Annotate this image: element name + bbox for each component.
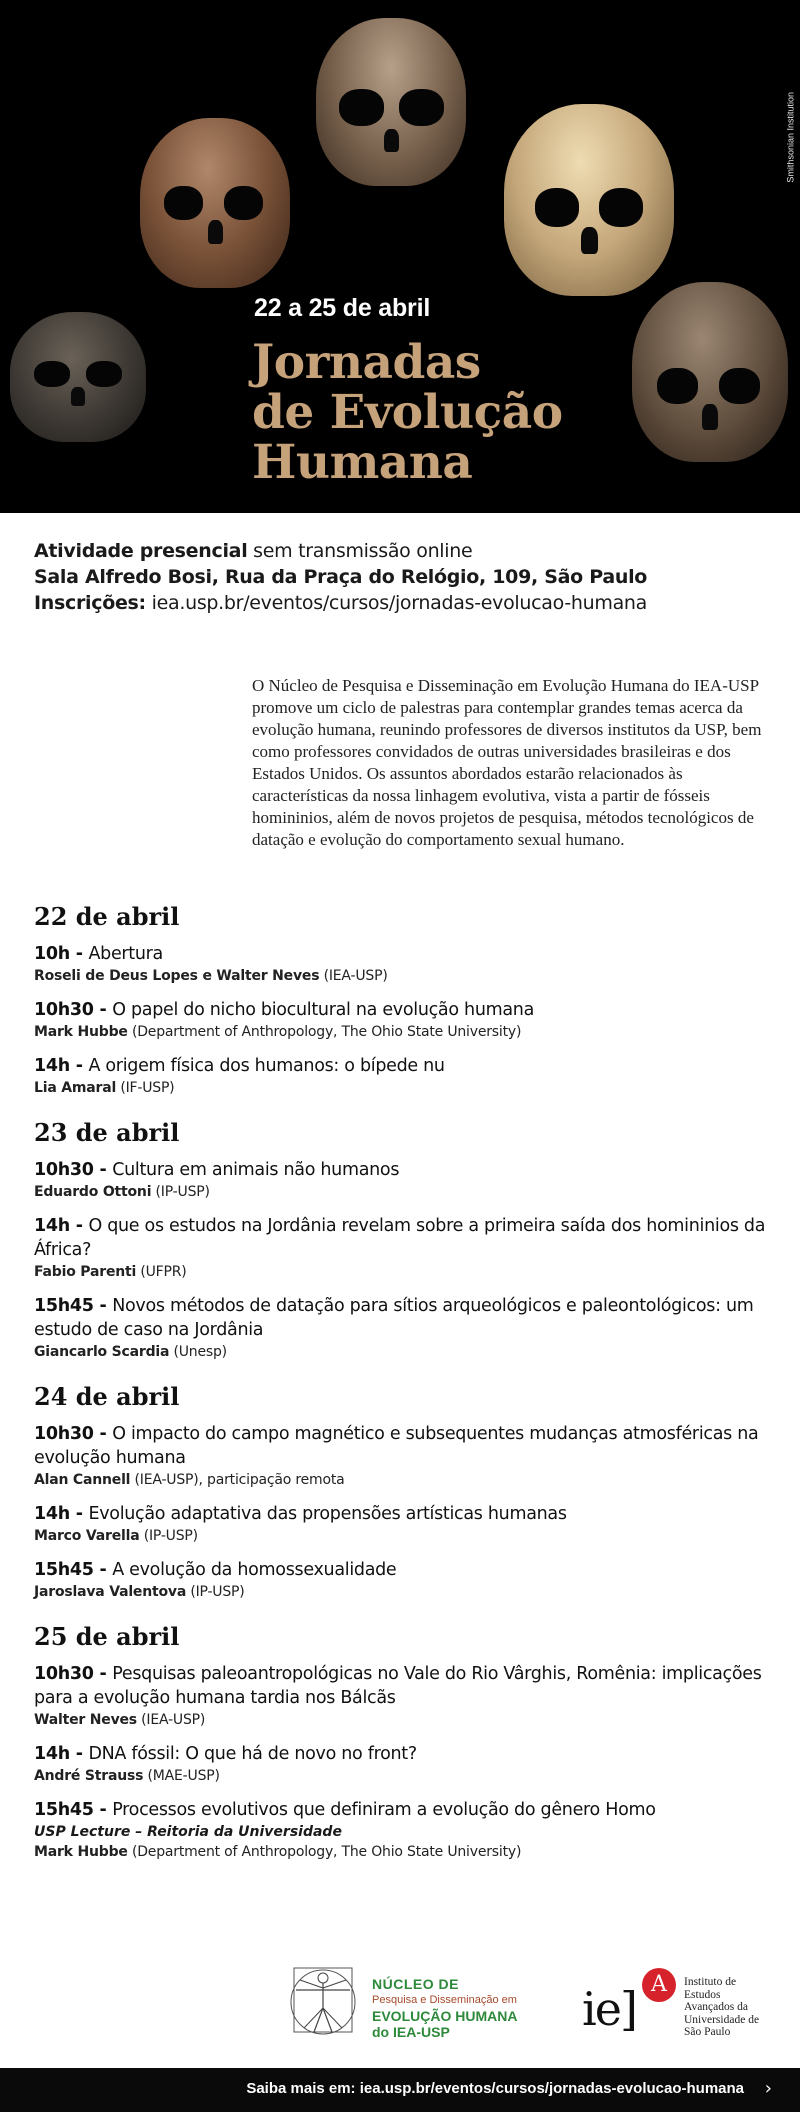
talk-time: 10h30 - (34, 1160, 113, 1180)
event-dates: 22 a 25 de abril (254, 294, 431, 322)
hero-banner (0, 0, 800, 513)
registration-label: Inscrições: (34, 592, 146, 614)
footer-label: Saiba mais em: (246, 2080, 356, 2097)
event-title (252, 335, 563, 490)
speaker-affiliation: (IP-USP) (139, 1528, 198, 1544)
day-title: 23 de abril (34, 1118, 180, 1147)
day-section (34, 1118, 774, 1362)
speaker-name: Lia Amaral (34, 1080, 117, 1096)
talk-title-text: A evolução da homossexualidade (112, 1560, 397, 1580)
talk-speaker (34, 1526, 774, 1546)
talk-speaker (34, 1842, 774, 1862)
iea-logo-text: Instituto de Estudos Avançados da Universidade de São Paulo (684, 1976, 760, 2038)
modality-label: Atividade presencial (34, 540, 248, 562)
speaker-name: Giancarlo Scardia (34, 1344, 170, 1360)
talk-title (34, 1158, 774, 1182)
day-section (34, 1622, 774, 1862)
speaker-name: Mark Hubbe (34, 1024, 128, 1040)
day-title: 25 de abril (34, 1622, 180, 1651)
iea-logo-mark: ie] (582, 1982, 636, 2036)
registration-link[interactable]: iea.usp.br/eventos/cursos/jornadas-evolucao-humana (151, 592, 648, 614)
talk-speaker (34, 1022, 774, 1042)
talk-title-text: Evolução adaptativa das propensões artísticas humanas (88, 1504, 567, 1524)
talk-subtitle: USP Lecture – Reitoria da Universidade (34, 1824, 342, 1840)
talk-title (34, 1502, 774, 1526)
intro-paragraph: O Núcleo de Pesquisa e Disseminação em Evolução Humana do IEA-USP promove um ciclo de palestras para contemplar grandes temas acerca da evolução humana, reunindo professores de diversos institutos da USP, bem como professores convidados de outras universidades brasileiras e dos Estados Unidos. Os assuntos abordados estarão relacionados às características da nossa linhagem evolutiva, vista a partir de fósseis homininios, além de novos projetos de pesquisa, métodos tecnológicos de datação e evolução do comportamento sexual humano. (252, 676, 762, 849)
talk-title (34, 1054, 774, 1078)
talk-time: 15h45 - (34, 1296, 113, 1316)
talk-item (34, 998, 774, 1042)
speaker-name: Walter Neves (34, 1712, 137, 1728)
talk-speaker (34, 1470, 774, 1490)
modality-detail: sem transmissão online (253, 540, 473, 562)
speaker-name: Fabio Parenti (34, 1264, 137, 1280)
talk-title (34, 1798, 774, 1822)
footer-url[interactable]: iea.usp.br/eventos/cursos/jornadas-evolucao-humana (359, 2080, 744, 2097)
talk-item (34, 1502, 774, 1546)
talk-title (34, 1558, 774, 1582)
talk-item (34, 942, 774, 986)
venue-line (34, 564, 647, 590)
talk-item (34, 1742, 774, 1786)
speaker-affiliation: (Department of Anthropology, The Ohio State University) (127, 1844, 522, 1860)
talk-speaker (34, 1710, 774, 1730)
speaker-affiliation: (MAE-USP) (143, 1768, 220, 1784)
talk-time: 15h45 - (34, 1800, 113, 1820)
speaker-name: Marco Varella (34, 1528, 140, 1544)
talk-speaker (34, 1262, 774, 1282)
speaker-name: Roseli de Deus Lopes e Walter Neves (34, 968, 320, 984)
talk-item (34, 1054, 774, 1098)
venue-text: Sala Alfredo Bosi, Rua da Praça do Relógio, 109, São Paulo (34, 566, 648, 588)
day-title: 24 de abril (34, 1382, 180, 1411)
footer-bar[interactable] (0, 2068, 800, 2112)
footer-link[interactable] (246, 2080, 744, 2097)
talk-speaker (34, 1342, 774, 1362)
talk-title (34, 1742, 774, 1766)
speaker-affiliation: (IEA-USP), participação remota (130, 1472, 345, 1488)
nucleo-logo (288, 1962, 548, 2042)
speaker-affiliation: (IEA-USP) (319, 968, 388, 984)
talk-item (34, 1158, 774, 1202)
speaker-name: Eduardo Ottoni (34, 1184, 152, 1200)
talk-speaker (34, 1182, 774, 1202)
iea-logo (578, 1966, 778, 2046)
talk-item (34, 1422, 774, 1490)
modality-line (34, 538, 647, 564)
skull-image-left (10, 312, 146, 442)
talk-time: 10h30 - (34, 1000, 113, 1020)
skull-image-bottom-right (632, 282, 788, 462)
talk-title-text: Abertura (88, 944, 163, 964)
talk-title-text: Pesquisas paleoantropológicas no Vale do Rio Vârghis, Romênia: implicações para a evolução humana tardia nos Bálcãs (34, 1664, 762, 1708)
talk-time: 15h45 - (34, 1560, 113, 1580)
talk-speaker (34, 1582, 774, 1602)
talk-time: 14h - (34, 1216, 89, 1236)
talk-title-text: O que os estudos na Jordânia revelam sobre a primeira saída dos homininios da África? (34, 1216, 766, 1260)
talk-title (34, 1662, 774, 1710)
speaker-name: Jaroslava Valentova (34, 1584, 187, 1600)
speaker-name: Alan Cannell (34, 1472, 131, 1488)
speaker-affiliation: (IP-USP) (186, 1584, 245, 1600)
talk-title (34, 1294, 774, 1342)
talk-time: 14h - (34, 1056, 89, 1076)
talk-title (34, 942, 774, 966)
talk-title-text: O impacto do campo magnético e subsequentes mudanças atmosféricas na evolução humana (34, 1424, 759, 1468)
talk-time: 10h - (34, 944, 89, 964)
talk-time: 14h - (34, 1744, 89, 1764)
speaker-affiliation: (IP-USP) (151, 1184, 210, 1200)
talk-title-text: DNA fóssil: O que há de novo no front? (88, 1744, 417, 1764)
talk-time: 14h - (34, 1504, 89, 1524)
talk-speaker (34, 966, 774, 986)
talk-title (34, 998, 774, 1022)
speaker-affiliation: (Unesp) (169, 1344, 227, 1360)
speaker-name: Mark Hubbe (34, 1844, 128, 1860)
speaker-affiliation: (Department of Anthropology, The Ohio State University) (127, 1024, 522, 1040)
iea-logo-circle: A (642, 1968, 676, 2002)
title-line-2: de Evolução (252, 385, 563, 440)
talk-item (34, 1662, 774, 1730)
talk-title-text: Novos métodos de datação para sítios arqueológicos e paleontológicos: um estudo de caso na Jordânia (34, 1296, 754, 1340)
talk-title (34, 1214, 774, 1262)
talk-title-text: A origem física dos humanos: o bípede nu (88, 1056, 445, 1076)
talk-time: 10h30 - (34, 1664, 113, 1684)
talk-item (34, 1798, 774, 1862)
talk-item (34, 1294, 774, 1362)
talk-title-text: Cultura em animais não humanos (112, 1160, 400, 1180)
nucleo-logo-text: NÚCLEO DE Pesquisa e Disseminação em EVOLUÇÃO HUMANA do IEA-USP (372, 1976, 518, 2040)
skull-image-center-left (140, 118, 290, 288)
speaker-name: André Strauss (34, 1768, 144, 1784)
day-section (34, 902, 774, 1098)
talk-title (34, 1422, 774, 1470)
talk-title-text: O papel do nicho biocultural na evolução humana (112, 1000, 534, 1020)
day-section (34, 1382, 774, 1602)
event-info (34, 538, 647, 616)
program-schedule (34, 902, 774, 1882)
talk-title-text: Processos evolutivos que definiram a evolução do gênero Homo (112, 1800, 656, 1820)
talk-time: 10h30 - (34, 1424, 113, 1444)
vitruvian-man-icon (288, 1962, 358, 2038)
registration-line (34, 590, 647, 616)
speaker-affiliation: (UFPR) (136, 1264, 187, 1280)
talk-speaker (34, 1078, 774, 1098)
title-line-1: Jornadas (252, 335, 481, 390)
photo-credit: Smithsonian Institution (786, 92, 796, 183)
talk-item (34, 1214, 774, 1282)
chevron-right-icon[interactable]: › (764, 2078, 772, 2099)
talk-item (34, 1558, 774, 1602)
day-title: 22 de abril (34, 902, 180, 931)
title-line-3: Humana (252, 435, 473, 490)
skull-image-right (504, 104, 674, 296)
talk-speaker (34, 1766, 774, 1786)
skull-image-top (316, 18, 466, 186)
speaker-affiliation: (IEA-USP) (136, 1712, 206, 1728)
speaker-affiliation: (IF-USP) (116, 1080, 175, 1096)
